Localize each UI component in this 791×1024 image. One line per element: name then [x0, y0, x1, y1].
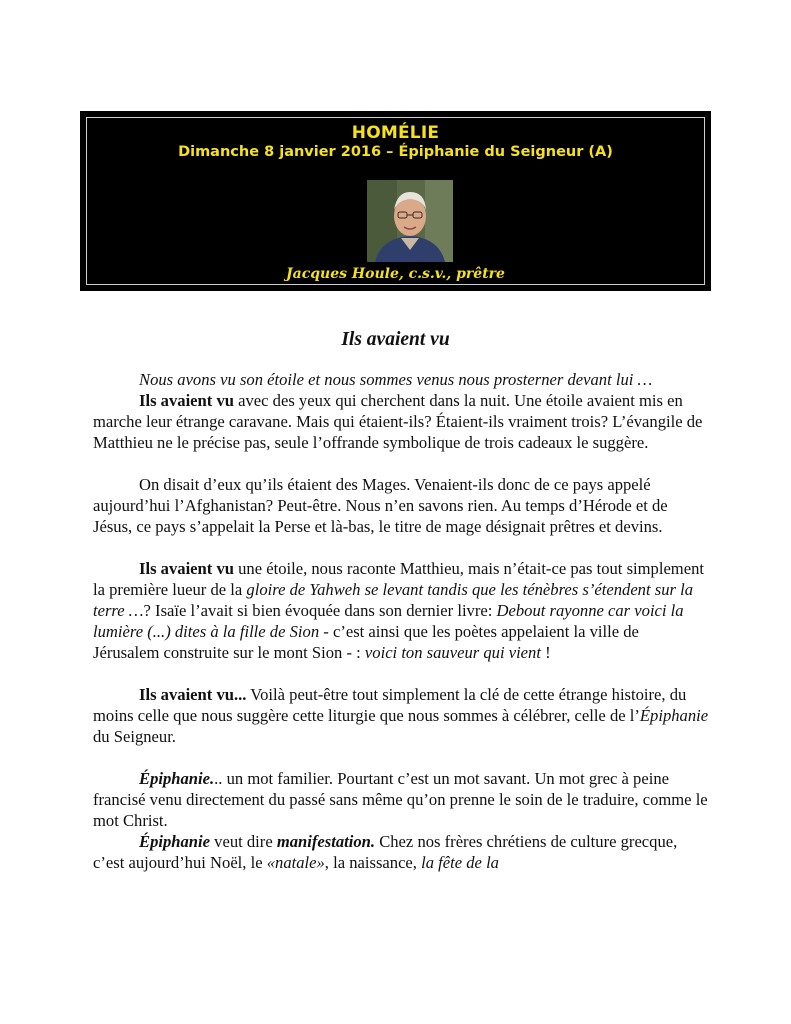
header-frame [86, 117, 705, 285]
homily-author [87, 266, 704, 282]
homily-heading: HOMÉLIE [351, 123, 440, 143]
paragraph-4-lead: Ils avaient vu... [139, 685, 247, 704]
author-photo [367, 180, 453, 262]
document-title: Ils avaient vu [341, 329, 450, 350]
paragraph-4: Ils avaient vu... Voilà peut-être tout simplement la clé de cette étrange histoire, du moins celle que nous suggère cette liturgie que nous sommes à célébrer, celle de l’Épiphanie du Seigneur. [93, 685, 709, 746]
paragraph-1-lead: Ils avaient vu [139, 391, 234, 410]
paragraph-3: Ils avaient vu une étoile, nous raconte Matthieu, mais n’était-ce pas tout simplement la première lueur de la gloire de Yahweh se levant tandis que les ténèbres s’étendent sur la terre …? Isaïe l’avait si bien évoquée dans son dernier livre: Debout rayonne car voici la lumière (...) dites à la fille de Sion - c’est ainsi que les poètes appelaient la ville de Jérusalem construite sur le mont Sion - : voici ton sauveur qui vient ! [93, 559, 704, 662]
paragraph-1: Ils avaient vu avec des yeux qui cherchent dans la nuit. Une étoile avaient mis en marche leur étrange caravane. Mais qui étaient-ils? Étaient-ils vraiment trois? L’évangile de Matthieu ne le précise pas, seule l’offrande symbolique de trois cadeaux le suggère. [93, 391, 703, 452]
paragraph-3-lead: Ils avaient vu [139, 559, 234, 578]
header-banner [80, 111, 711, 291]
paragraph-6-lead: Épiphanie [139, 832, 211, 851]
author-name: Jacques Houle, [286, 266, 404, 282]
intro-quote: Nous avons vu son étoile et nous sommes venus nous prosterner devant lui … [139, 370, 653, 389]
author-portrait-image [367, 180, 453, 262]
paragraph-5: Épiphanie... un mot familier. Pourtant c’est un mot savant. Un mot grec à peine francisé venu directement du passé sans même qu’on prenne le soin de le traduire, comme le mot Christ. [93, 769, 708, 830]
paragraph-2: On disait d’eux qu’ils étaient des Mages. Venaient-ils donc de ce pays appelé aujourd’hui l’Afghanistan? Peut-être. Nous n’en savons rien. Au temps d’Hérode et de Jésus, ce pays s’appelait la Perse et là-bas, le titre de mage désignait prêtres et devins. [93, 475, 668, 536]
author-title: c.s.v., prêtre [408, 266, 505, 282]
homily-date-subtitle: Dimanche 8 janvier 2016 – Épiphanie du Seigneur (A) [178, 144, 613, 160]
paragraph-6: Épiphanie veut dire manifestation. Chez nos frères chrétiens de culture grecque, c’est aujourd’hui Noël, le «natale», la naissance, la fête de la [93, 832, 678, 872]
homily-body [93, 369, 709, 873]
paragraph-5-lead: Épiphanie. [139, 769, 215, 788]
